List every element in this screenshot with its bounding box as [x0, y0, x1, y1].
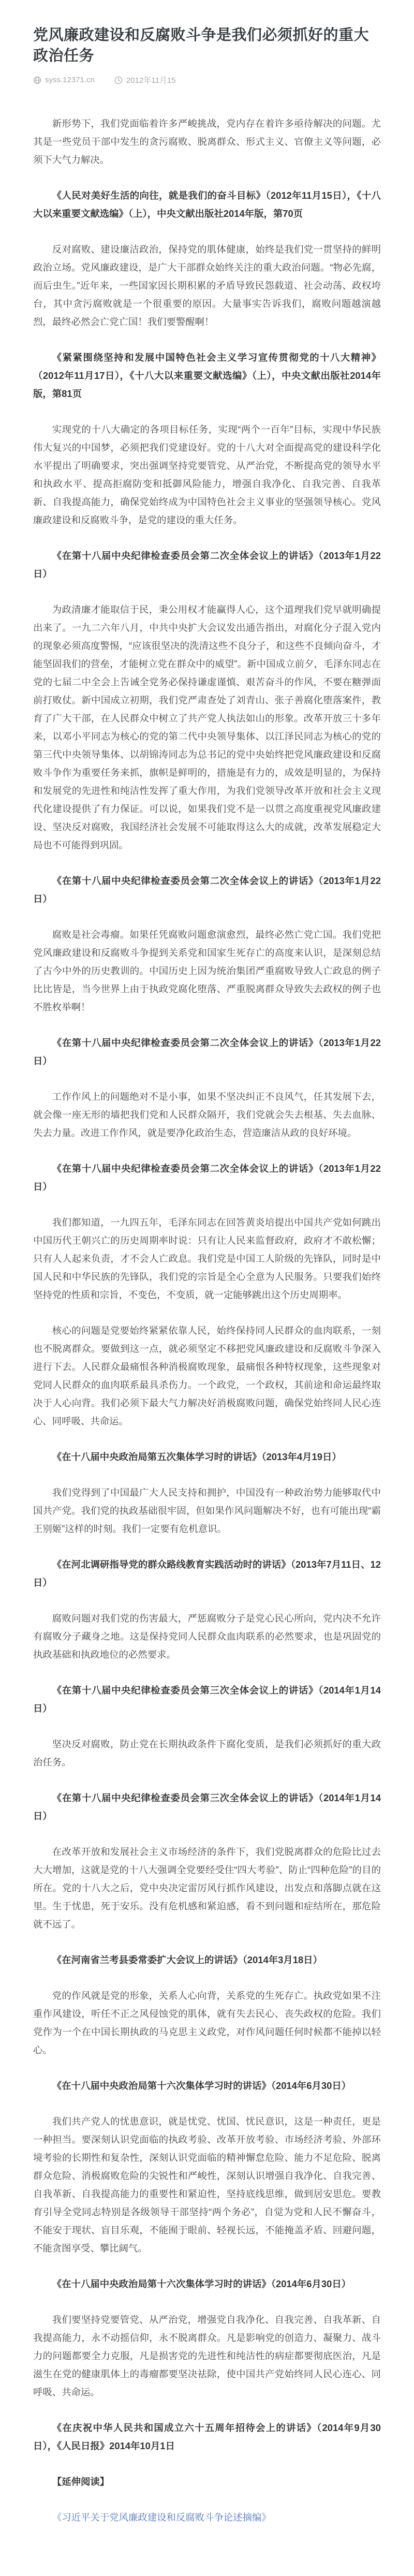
body-paragraph: 新形势下，我们党面临着许多严峻挑战，党内存在着许多亟待解决的问题。尤其是一些党员干部中发生的贪污腐败、脱离群众、形式主义、官僚主义等问题，必须下大气力解决。 — [33, 118, 381, 165]
body-paragraph: 我们党得到了中国最广大人民支持和拥护，中国没有一种政治势力能够取代中国共产党。我们党的执政基础很牢固，但如果作风问题解决不好，也有可能出现“霸王别姬”这样的时刻。我们一定要有危机意识。 — [33, 1487, 381, 1534]
body-paragraph: 腐败问题对我们党的伤害最大，严惩腐败分子是党心民心所向，党内决不允许有腐败分子藏身之地。这是保持党同人民群众血肉联系的必然要求，也是巩固党的执政基础和执政地位的必然要求。 — [33, 1613, 381, 1660]
meta-date — [114, 75, 176, 85]
body-paragraph: 反对腐败、建设廉洁政治，保持党的肌体健康，始终是我们党一贯坚持的鲜明政治立场。党风廉政建设，是广大干部群众始终关注的重大政治问题。“物必先腐，而后虫生。”近年来，一些国家因长期积累的矛盾导致民怨载道、社会动荡、政权垮台，其中贪污腐败就是一个很重要的原因。大量事实告诉我们，腐败问题越演越烈，最终必然会亡党亡国！我们要警醒啊！ — [33, 244, 381, 327]
citation-line: 《在第十八届中央纪律检查委员会第二次全体会议上的讲话》（2013年1月22日） — [33, 1037, 381, 1066]
page-title: 党风廉政建设和反腐败斗争是我们必须抓好的重大政治任务 — [33, 27, 369, 64]
citation-line: 《在十八届中央政治局第五次集体学习时的讲话》（2013年4月19日） — [52, 1451, 342, 1462]
citation-line: 《在第十八届中央纪律检查委员会第三次全体会议上的讲话》（2014年1月14日） — [33, 1792, 381, 1821]
citation-line: 《在第十八届中央纪律检查委员会第二次全体会议上的讲话》（2013年1月22日） — [33, 1163, 381, 1192]
body-paragraph: 我们要坚持党要管党、从严治党，增强党自我净化、自我完善、自我革新、自我提高能力，永不动摇信仰，永不脱离群众。凡是影响党的创造力、凝聚力、战斗力的问题都要全力克服，凡是损害党的先进性和纯洁性的病症都要彻底医治，凡是滋生在党的健康肌体上的毒瘤都要坚决祛除，使中国共产党始终同人民心连心、同呼吸、共命运。 — [33, 2314, 381, 2397]
citation-line: 《在第十八届中央纪律检查委员会第二次全体会议上的讲话》（2013年1月22日） — [33, 875, 381, 904]
extended-reading-heading: 【延伸阅读】 — [52, 2476, 110, 2487]
body-paragraph: 工作作风上的问题绝对不是小事，如果不坚决纠正不良风气，任其发展下去，就会像一座无形的墙把我们党和人民群众隔开，我们党就会失去根基、失去血脉、失去力量。改进工作作风，就是要净化政治生态，营造廉洁从政的良好环境。 — [33, 1091, 381, 1138]
citation-line: 《紧紧围绕坚持和发展中国特色社会主义学习宣传贯彻党的十八大精神》（2012年11月17日），《十八大以来重要文献选编》（上），中央文献出版社2014年版，第81页 — [33, 352, 381, 399]
citation-line: 《在第十八届中央纪律检查委员会第三次全体会议上的讲话》（2014年1月14日） — [33, 1685, 381, 1714]
citation-line: 《在十八届中央政治局第十六次集体学习时的讲话》（2014年6月30日） — [52, 2278, 351, 2289]
body-paragraph: 在改革开放和发展社会主义市场经济的条件下，我们党脱离群众的危险比过去大大增加，这就是党的十八大强调全党要经受住“四大考验”、防止“四种危险”的目的所在。党的十八大之后，党中央决定雷厉风行抓作风建设，出发点和落脚点就在这里。生于忧患，死于安乐。没有危机感和紧迫感，看不到问题和症结所在，那危险就不远了。 — [33, 1846, 381, 1930]
body-paragraph: 坚决反对腐败，防止党在长期执政条件下腐化变质，是我们必须抓好的重大政治任务。 — [33, 1739, 381, 1768]
meta-source-text: syss.12371.cn — [45, 76, 95, 84]
citation-line: 《在第十八届中央纪律检查委员会第二次全体会议上的讲话》（2013年1月22日） — [33, 550, 381, 579]
body-paragraph: 核心的问题是党要始终紧紧依靠人民，始终保持同人民群众的血肉联系，一刻也不脱离群众。要做到这一点，就必须坚定不移把党风廉政建设和反腐败斗争深入进行下去。人民群众最痛恨各种消极腐败现象，最痛恨各种特权现象，这些现象对党同人民群众的血肉联系最具杀伤力。一个政党，一个政权，其前途和命运最终取决于人心向背。我们必须下最大气力解决好消极腐败问题，确保党始终同人民心连心、同呼吸、共命运。 — [33, 1325, 381, 1426]
citation-line: 《在十八届中央政治局第十六次集体学习时的讲话》（2014年6月30日） — [52, 2080, 351, 2091]
body-paragraph: 腐败是社会毒瘤。如果任凭腐败问题愈演愈烈，最终必然亡党亡国。我们党把党风廉政建设和反腐败斗争提到关系党和国家生死存亡的高度来认识，是深刻总结了古今中外的历史教训的。中国历史上因为统治集团严重腐败导致人亡政息的例子比比皆是，当今世界上由于执政党腐化堕落、严重脱离群众导致失去政权的例子也不胜枚举啊！ — [33, 929, 381, 1012]
body-paragraph: 我们共产党人的忧患意识，就是忧党、忧国、忧民意识，这是一种责任，更是一种担当。要深刻认识党面临的执政考验、改革开放考验、市场经济考验、外部环境考验的长期性和复杂性，深刻认识党面临的精神懈怠危险、能力不足危险、脱离群众危险、消极腐败危险的尖锐性和严峻性，深刻认识增强自我净化、自我完善、自我革新、自我提高能力的重要性和紧迫性，坚持底线思维，做到居安思危。要教育引导全党同志特别是各级领导干部坚持“两个务必”，自觉为党和人民不懈奋斗，不能安于现状、盲目乐观，不能囿于眼前、轻视长远，不能掩盖矛盾、回避问题，不能贪图享受、攀比阔气。 — [33, 2116, 381, 2254]
citation-line: 《在河南省兰考县委常委扩大会议上的讲话》（2014年3月18日） — [52, 1954, 322, 1965]
meta-date-text: 2012年11月15 — [126, 76, 176, 85]
extended-reading-link[interactable]: 《习近平关于党风廉政建设和反腐败斗争论述摘编》 — [52, 2512, 271, 2523]
clock-icon — [114, 76, 123, 84]
article-meta — [33, 75, 381, 85]
body-paragraph: 我们都知道，一九四五年，毛泽东同志在回答黄炎培提出中国共产党如何跳出中国历代王朝兴亡的历史周期率时说：只有让人民来监督政府，政府才不敢松懈；只有人人起来负责，才不会人亡政息。我们党是中国工人阶级的先锋队，同时是中国人民和中华民族的先锋队，我们党的宗旨是全心全意为人民服务。只要我们始终坚持党的性质和宗旨，不变色，不变质，就一定能够跳出这个历史周期率。 — [33, 1217, 381, 1300]
globe-icon — [33, 76, 41, 84]
article-body — [33, 114, 381, 2455]
extended-reading-row — [33, 2508, 381, 2526]
body-paragraph: 为政清廉才能取信于民，秉公用权才能赢得人心，这个道理我们党早就明确提出来了。一九二六年八月，中共中央扩大会议发出通告指出，对腐化分子混入党内的现象必须高度警惕，“应该很坚决的洗清这些不良分子，和这些不良倾向奋斗，才能坚固我们的营垒，才能树立党在群众中的威望”。新中国成立前夕，毛泽东同志在党的七届二中全会上告诫全党务必保持谦虚谨慎、艰苦奋斗的作风，不要在糖弹面前打败仗。新中国成立初期，我们党严肃查处了刘青山、张子善腐化堕落案件，教育了广大干部，在人民群众中树立了共产党人执法如山的形象。改革开放三十多年来，以邓小平同志为核心的党的第二代中央领导集体、以江泽民同志为核心的党的第三代中央领导集体、以胡锦涛同志为总书记的党中央始终把党风廉政建设和反腐败斗争作为重要任务来抓，旗帜是鲜明的，措施是有力的，成效是明显的，为保持和发展党的先进性和纯洁性发挥了重大作用，为我们党领导改革开放和社会主义现代化建设提供了有力保证。可以说，如果我们党不是一以贯之高度重视党风廉政建设、坚决反对腐败，我国经济社会发展不可能取得这么大的成就，改革发展稳定大局也不可能得到巩固。 — [33, 604, 381, 850]
citation-line: 《在庆祝中华人民共和国成立六十五周年招待会上的讲话》（2014年9月30日），《人民日报》2014年10月1日 — [33, 2422, 381, 2451]
meta-source — [33, 76, 95, 84]
citation-line: 《在河北调研指导党的群众路线教育实践活动时的讲话》（2013年7月11日、12日） — [33, 1559, 381, 1588]
citation-line: 《人民对美好生活的向往，就是我们的奋斗目标》（2012年11月15日），《十八大以来重要文献选编》（上），中央文献出版社2014年版，第70页 — [33, 190, 381, 219]
body-paragraph: 实现党的十八大确定的各项目标任务，实现“两个一百年”目标，实现中华民族伟大复兴的中国梦，必须把我们党建设好。党的十八大对全面提高党的建设科学化水平提出了明确要求，突出强调坚持党要管党、从严治党，不断提高党的领导水平和执政水平、提高拒腐防变和抵御风险能力，增强自我净化、自我完善、自我革新、自我提高能力，确保党始终成为中国特色社会主义事业的坚强领导核心。党风廉政建设和反腐败斗争，是党的建设的重大任务。 — [33, 424, 381, 525]
body-paragraph: 党的作风就是党的形象，关系人心向背，关系党的生死存亡。执政党如果不注重作风建设，听任不正之风侵蚀党的肌体，就有失去民心、丧失政权的危险。我们党作为一个在中国长期执政的马克思主义政党，对作风问题任何时候都不能掉以轻心。 — [33, 1990, 381, 2055]
